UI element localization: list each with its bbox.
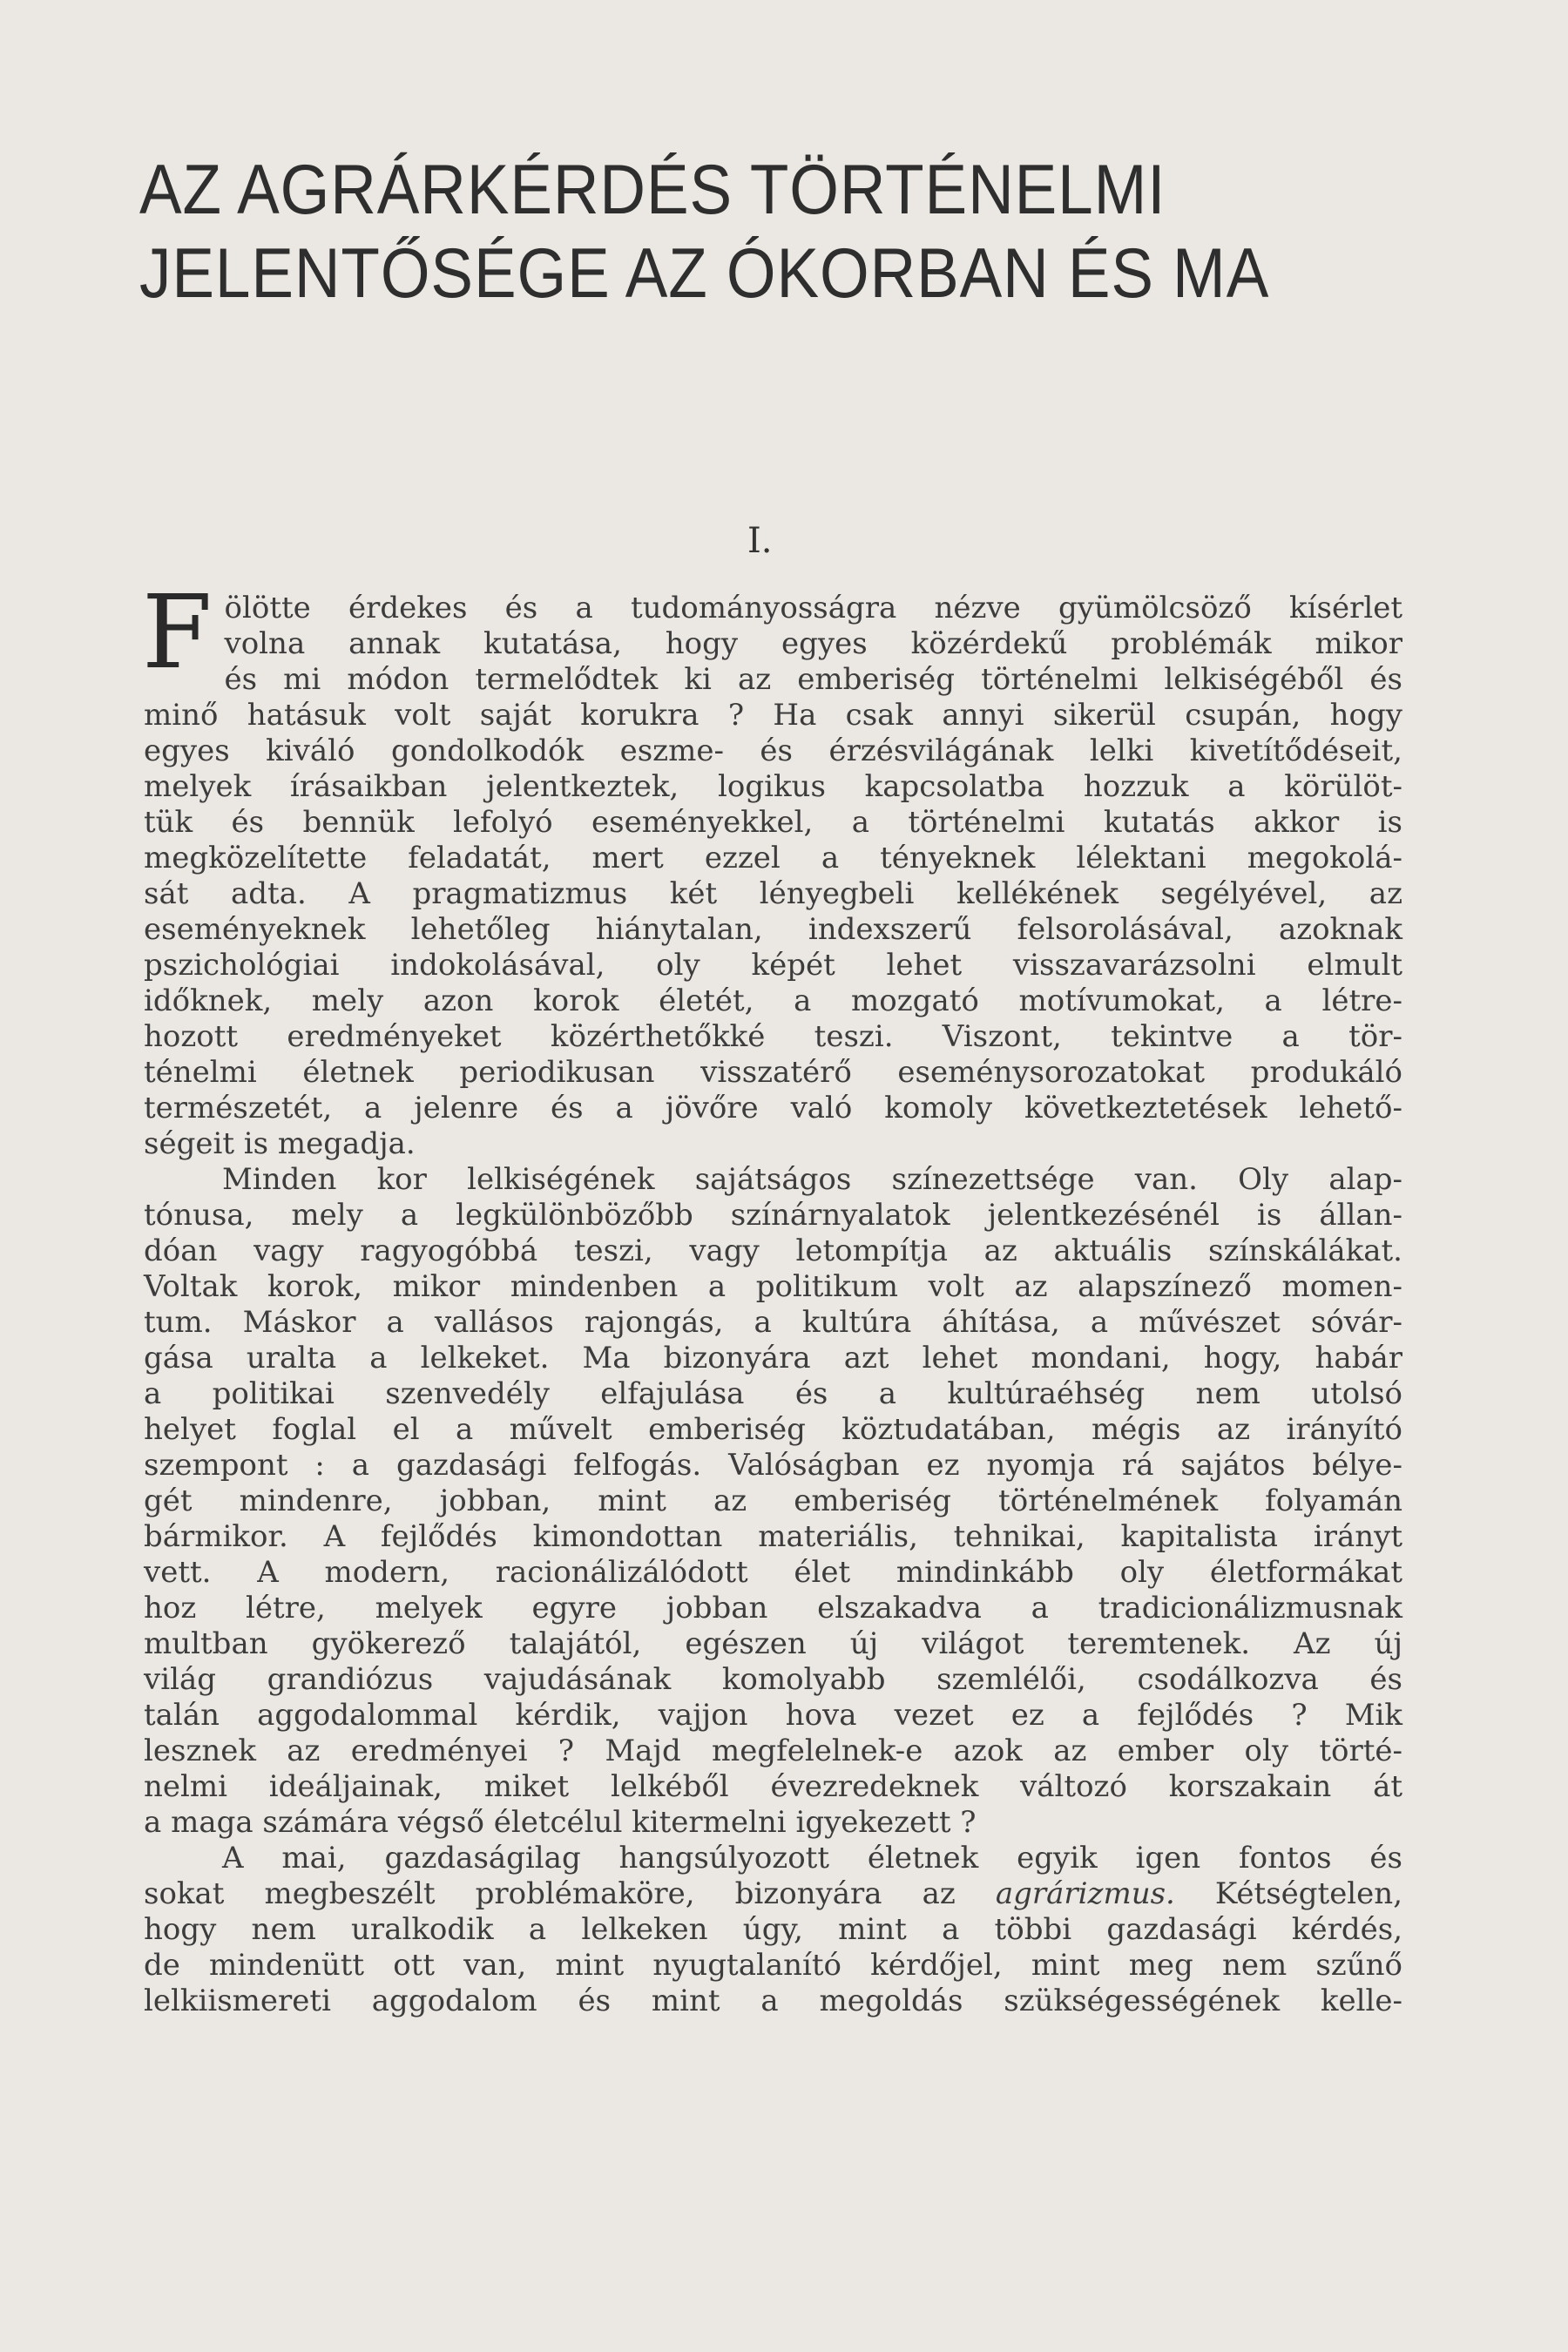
text-line: vett. A modern, racionálizálódott élet mindinkább oly életformákat (144, 1555, 1402, 1590)
text-line: bármikor. A fejlődés kimondottan materiális, tehnikai, kapitalista irányt (144, 1519, 1402, 1554)
text-line: szempont : a gazdasági felfogás. Valóságban ez nyomja rá sajátos bélye- (144, 1448, 1402, 1483)
text-line: Minden kor lelkiségének sajátságos színezettsége van. Oly alap- (222, 1162, 1402, 1197)
text-line: gása uralta a lelkeket. Ma bizonyára azt lehet mondani, hogy, habár (144, 1341, 1402, 1375)
text-line: lesznek az eredményei ? Majd megfelelnek-e azok az ember oly törté- (144, 1734, 1402, 1768)
text-line: tónusa, mely a legkülönbözőbb színárnyalatok jelentkezésénél is állan- (144, 1198, 1402, 1233)
text-line: világ grandiózus vajudásának komolyabb szemlélői, csodálkozva és (144, 1662, 1402, 1697)
text-line: tük és bennük lefolyó eseményekkel, a történelmi kutatás akkor is (144, 805, 1402, 840)
text-line: ténelmi életnek periodikusan visszatérő eseménysorozatokat produkáló (144, 1055, 1402, 1090)
text-line: pszichológiai indokolásával, oly képét lehet visszavarázsolni elmult (144, 948, 1402, 983)
text-line: nelmi ideáljainak, miket lelkéből évezredeknek változó korszakain át (144, 1769, 1402, 1804)
text-line: a politikai szenvedély elfajulása és a kultúraéhség nem utolsó (144, 1376, 1402, 1411)
text-line: de mindenütt ott van, mint nyugtalanító kérdőjel, mint meg nem szűnő (144, 1948, 1402, 1983)
section-number: I. (747, 521, 773, 561)
text-line: hoz létre, melyek egyre jobban elszakadva a tradicionálizmusnak (144, 1591, 1402, 1625)
text-line: gét mindenre, jobban, mint az emberiség történelmének folyamán (144, 1484, 1402, 1518)
text-line: és mi módon termelődtek ki az emberiség történelmi lelkiségéből és (224, 662, 1402, 697)
text-line: természetét, a jelenre és a jövőre való komoly következtetések lehető- (144, 1091, 1402, 1125)
text-line: hogy nem uralkodik a lelkeken úgy, mint a többi gazdasági kérdés, (144, 1912, 1402, 1947)
text-segment: Kétségtelen, (1214, 1876, 1403, 1911)
article-title (139, 148, 1300, 315)
text-line: időknek, mely azon korok életét, a mozgató motívumokat, a létre- (144, 983, 1402, 1018)
text-line: Voltak korok, mikor mindenben a politikum volt az alapszínező momen- (144, 1269, 1402, 1304)
text-line: tum. Máskor a vallásos rajongás, a kultúra áhítása, a művészet sóvár- (144, 1305, 1402, 1340)
text-line-mixed (144, 1876, 1402, 1912)
text-line: multban gyökerező talajától, egészen új világot teremtenek. Az új (144, 1626, 1402, 1661)
text-line: lelkiismereti aggodalom és mint a megoldás szükségességének kelle- (144, 1984, 1402, 2018)
text-line: megközelítette feladatát, mert ezzel a tényeknek lélektani megokolá- (144, 841, 1402, 875)
emphasized-term: agrárizmus. (995, 1876, 1175, 1911)
text-segment: sokat megbeszélt problémaköre, bizonyára az (144, 1876, 956, 1911)
article-body (142, 574, 1403, 2019)
text-line: volna annak kutatása, hogy egyes közérdekű problémák mikor (224, 626, 1402, 661)
text-line: sát adta. A pragmatizmus két lényegbeli kellékének segélyével, az (144, 876, 1402, 911)
text-line: ségeit is megadja. (144, 1126, 416, 1161)
text-line: a maga számára végső életcélul kitermelni igyekezett ? (144, 1805, 977, 1840)
title-line-2: JELENTŐSÉGE AZ ÓKORBAN ÉS MA (139, 234, 1270, 313)
text-line: hozott eredményeket közérthetőkké teszi. Viszont, tekintve a tör- (144, 1019, 1402, 1054)
text-line: dóan vagy ragyogóbbá teszi, vagy letompítja az aktuális színskálákat. (144, 1233, 1402, 1268)
text-line: helyet foglal el a művelt emberiség köztudatában, mégis az irányító (144, 1412, 1402, 1447)
text-line: minő hatásuk volt saját korukra ? Ha csak annyi sikerül csupán, hogy (144, 698, 1402, 733)
text-line: talán aggodalommal kérdik, vajjon hova vezet ez a fejlődés ? Mik (144, 1698, 1402, 1733)
text-line: eseményeknek lehetőleg hiánytalan, indexszerű felsorolásával, azoknak (144, 912, 1402, 947)
drop-cap: F (142, 574, 213, 692)
text-line: ölötte érdekes és a tudományosságra nézve gyümölcsöző kísérlet (224, 591, 1402, 625)
text-line: melyek írásaikban jelentkeztek, logikus kapcsolatba hozzuk a körülöt- (144, 769, 1402, 804)
text-line: A mai, gazdaságilag hangsúlyozott életnek egyik igen fontos és (222, 1841, 1402, 1876)
text-line: egyes kiváló gondolkodók eszme- és érzésvilágának lelki kivetítődéseit, (144, 733, 1402, 768)
title-line-1: AZ AGRÁRKÉRDÉS TÖRTÉNELMI (139, 151, 1166, 229)
